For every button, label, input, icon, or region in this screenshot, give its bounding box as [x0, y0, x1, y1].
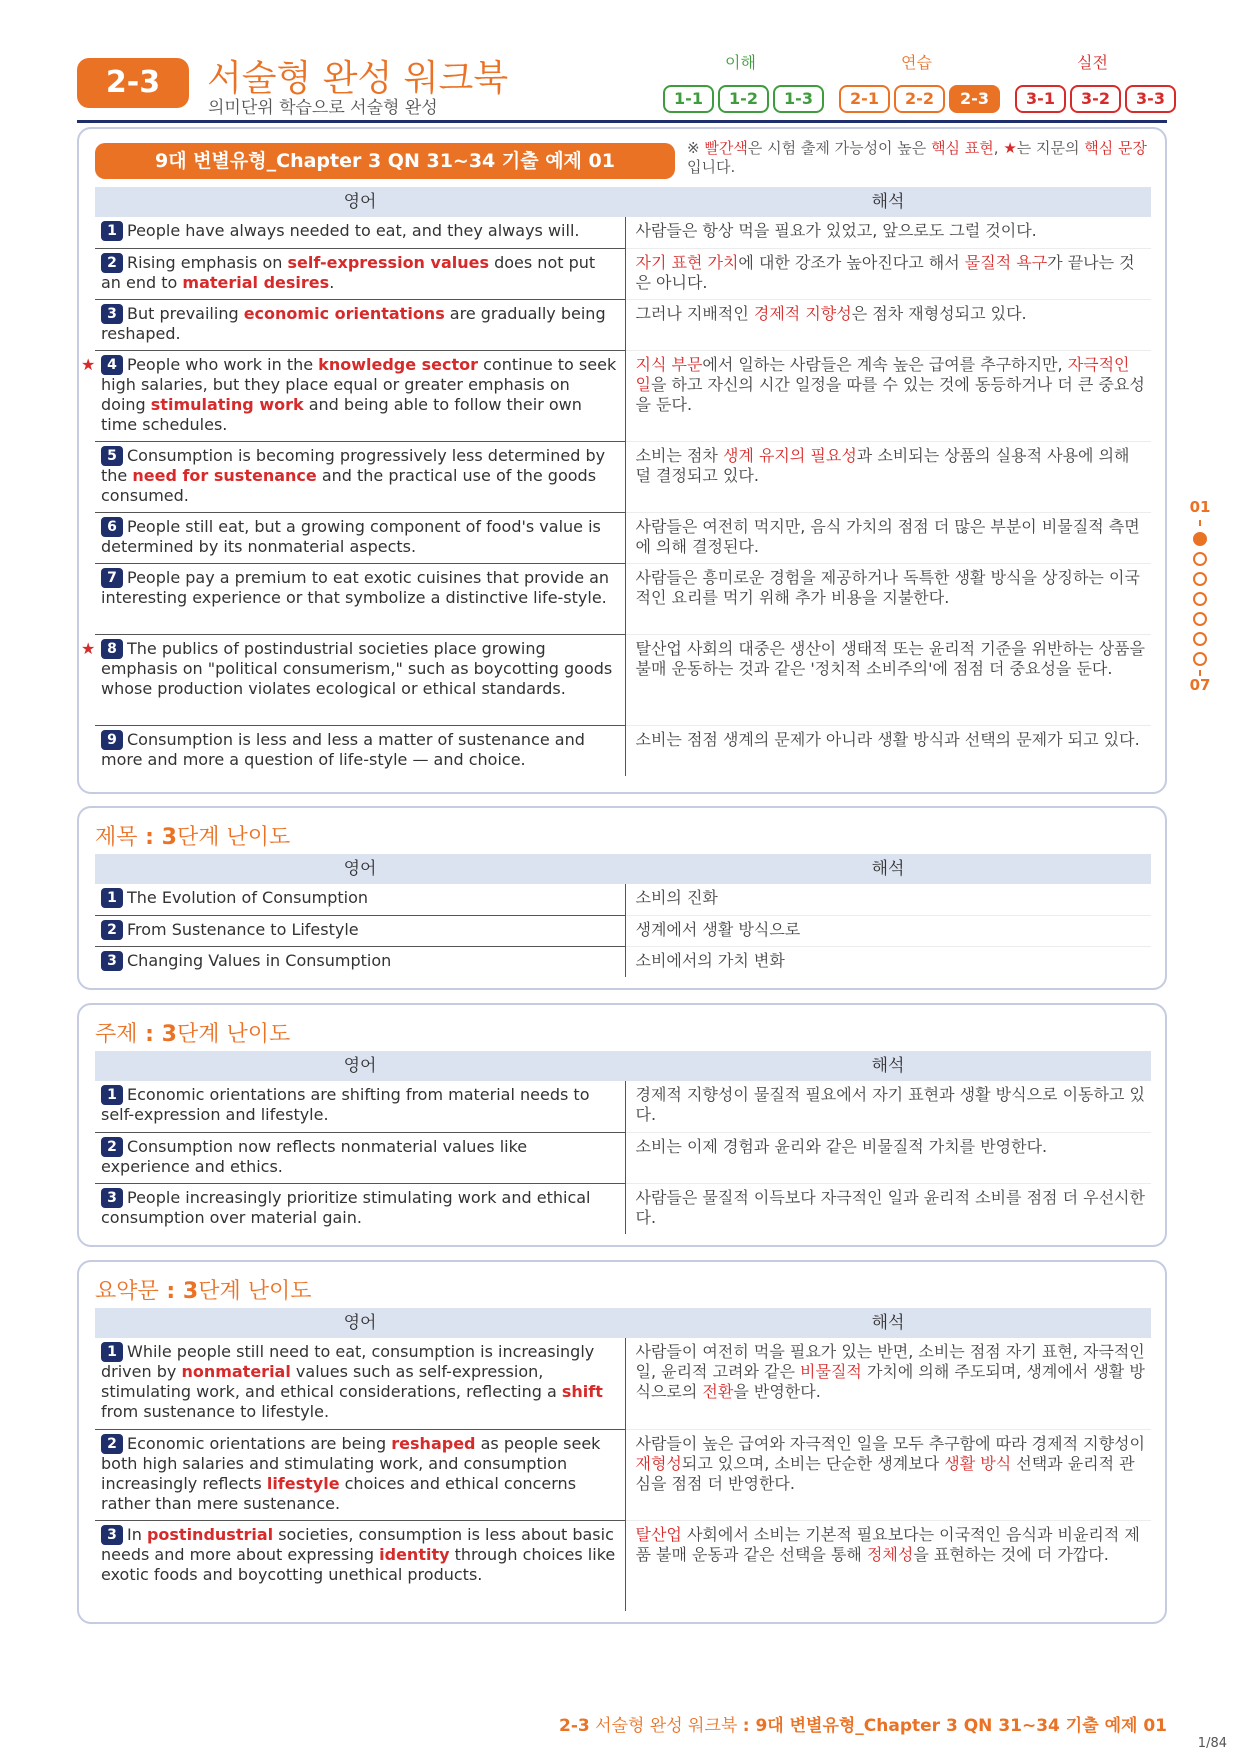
korean-theme: 소비는 이제 경험과 윤리와 같은 비물질적 가치를 반영한다. — [635, 1136, 1048, 1156]
row-number: 1 — [101, 221, 123, 241]
note-red-word: 빨간색 — [704, 139, 748, 157]
korean-text: 을 하고 자신의 시간 일정을 따를 수 있는 것에 동등하거나 더 큰 중요성을 둔다. — [635, 374, 1145, 414]
col-header-english: 영어 — [95, 1051, 625, 1081]
korean-translation: 사람들은 흥미로운 경험을 제공하거나 독특한 생활 방식을 상징하는 이국적인 요리를 먹기 위해 추가 비용을 지불한다. — [635, 567, 1140, 607]
step-group-label-real: 실전 — [1077, 53, 1108, 72]
keyword: nonmaterial — [181, 1362, 291, 1381]
table-row — [95, 299, 1151, 350]
keyword: economic orientations — [243, 303, 445, 323]
korean-title: 생계에서 생활 방식으로 — [635, 919, 801, 939]
row-number: 7 — [101, 568, 123, 588]
keyword: 비물질적 — [800, 1362, 862, 1381]
page-dot-icon[interactable] — [1193, 632, 1207, 646]
row-number: 5 — [101, 446, 123, 466]
page-dot-active-icon[interactable] — [1193, 532, 1207, 546]
korean-text: 에 대한 강조가 높아진다고 해서 — [738, 252, 965, 272]
korean-title: 소비에서의 가치 변화 — [635, 950, 785, 970]
row-number: 2 — [101, 1434, 123, 1454]
side-page-nav — [1183, 498, 1217, 694]
row-number: 8 — [101, 639, 123, 659]
footer-title: 서술형 완성 워크북 — [589, 1716, 743, 1736]
korean-text: 을 표현하는 것에 더 가깝다. — [913, 1544, 1109, 1564]
korean-translation: 사람들은 여전히 먹지만, 음식 가치의 점점 더 많은 부분이 비물질적 측면에 의해 결정된다. — [635, 516, 1140, 556]
english-title: The Evolution of Consumption — [127, 888, 369, 907]
note-text: 은 시험 출제 가능성이 높은 — [747, 139, 932, 157]
section-colon: : — [158, 1279, 183, 1304]
page-header — [77, 50, 1167, 125]
section-colon: : — [137, 1022, 162, 1047]
step-2-3-active[interactable]: 2-3 — [949, 85, 1000, 113]
korean-text: 은 점차 재형성되고 있다. — [851, 303, 1027, 323]
row-number: 1 — [101, 1085, 123, 1105]
difficulty-suffix: 단계 난이도 — [198, 1279, 312, 1304]
english-text: Consumption is becoming progressively less determined by the — [101, 445, 606, 485]
step-2-2[interactable]: 2-2 — [894, 85, 945, 113]
step-2-1[interactable]: 2-1 — [839, 85, 890, 113]
keyword: postindustrial — [146, 1524, 274, 1544]
note-text: 는 지문의 — [1016, 139, 1085, 157]
summary-table — [95, 1308, 1151, 1611]
english-sentence: People have always needed to eat, and they always will. — [127, 221, 580, 240]
korean-text: 가 끝나는 것은 아니다. — [635, 252, 1135, 292]
side-nav-rule — [1199, 520, 1201, 526]
keyword: 정체성 — [866, 1544, 914, 1564]
row-number: 3 — [101, 1188, 123, 1208]
english-theme: Economic orientations are shifting from material needs to self-expression and lifestyle. — [101, 1085, 590, 1124]
page-footer — [559, 1711, 1167, 1736]
row-number: 2 — [101, 253, 123, 273]
korean-text: 되고 있으며, 소비는 단순한 생계보다 — [681, 1453, 945, 1473]
step-3-1[interactable]: 3-1 — [1015, 85, 1066, 113]
english-text: are gradually being reshaped. — [101, 303, 606, 343]
keyword: lifestyle — [266, 1473, 340, 1493]
difficulty-suffix: 단계 난이도 — [176, 825, 291, 850]
footer-badge: 2-3 — [559, 1716, 590, 1736]
english-title: From Sustenance to Lifestyle — [127, 919, 359, 939]
table-row — [95, 1429, 1151, 1520]
keyword: 자극적인 일 — [635, 354, 1130, 394]
row-number: 4 — [101, 355, 123, 375]
footer-chapter: 9대 변별유형_Chapter 3 QN 31~34 기출 예제 01 — [755, 1716, 1167, 1736]
col-header-english: 영어 — [95, 1308, 625, 1338]
english-text: and the practical use of the goods consumed. — [101, 465, 597, 505]
table-row — [95, 1520, 1151, 1611]
english-text: But prevailing — [127, 303, 244, 323]
page-dot-icon[interactable] — [1193, 572, 1207, 586]
korean-text: 그러나 지배적인 — [635, 303, 754, 323]
row-number: 1 — [101, 888, 123, 908]
korean-theme: 경제적 지향성이 물질적 필요에서 자기 표현과 생활 방식으로 이동하고 있다. — [635, 1085, 1145, 1124]
english-text: as people seek both high salaries and stimulating work, and consumption increasingly reflects — [101, 1433, 601, 1493]
table-row — [95, 946, 1151, 977]
table-row — [95, 217, 1151, 248]
english-sentence: Consumption is less and less a matter of sustenance and more and more a question of life-style — and choice. — [101, 729, 585, 769]
chapter-table — [81, 187, 1151, 776]
korean-text: 을 반영한다. — [733, 1382, 821, 1401]
english-text: through choices like exotic foods and boycotting unethical products. — [101, 1544, 616, 1584]
section-label: 요약문 — [95, 1279, 159, 1304]
english-sentence: People still eat, but a growing component of food's value is determined by its nonmaterial aspects. — [101, 516, 601, 556]
english-text: choices and ethical concerns rather than mere sustenance. — [101, 1473, 577, 1513]
korean-text: 사람들이 높은 급여와 자극적인 일을 모두 추구함에 따라 경제적 지향성이 — [635, 1433, 1145, 1453]
difficulty-level: 3 — [161, 1022, 177, 1047]
row-number: 3 — [101, 304, 123, 324]
page-dot-icon[interactable] — [1193, 592, 1207, 606]
table-row — [95, 350, 1151, 441]
keyword: reshaped — [391, 1433, 476, 1453]
korean-text: 에서 일하는 사람들은 계속 높은 급여를 추구하지만, — [702, 354, 1068, 374]
note-text: 입니다. — [687, 158, 736, 176]
col-header-korean: 해석 — [625, 1051, 1151, 1081]
workbook-badge: 2-3 — [77, 58, 189, 108]
english-title: Changing Values in Consumption — [127, 950, 392, 970]
page-dot-icon[interactable] — [1193, 652, 1207, 666]
keyword: 전환 — [702, 1382, 734, 1401]
side-nav-start: 01 — [1189, 498, 1211, 516]
row-number: 9 — [101, 730, 123, 750]
table-row — [95, 441, 1151, 512]
header-divider — [77, 120, 1167, 123]
korean-translation: 소비는 점점 생계의 문제가 아니라 생활 방식과 선택의 문제가 되고 있다. — [635, 729, 1140, 749]
table-row — [95, 512, 1151, 563]
english-text: People who work in the — [127, 354, 319, 374]
keyword: knowledge sector — [318, 354, 479, 374]
note-prefix: ※ — [687, 139, 705, 157]
page-subtitle: 의미단위 학습으로 서술형 완성 — [208, 98, 438, 118]
korean-translation: 사람들은 항상 먹을 필요가 있었고, 앞으로도 그럴 것이다. — [635, 221, 1037, 240]
keyword: 경제적 지향성 — [753, 303, 852, 323]
section-label: 제목 — [95, 825, 138, 850]
english-sentence: The publics of postindustrial societies place growing emphasis on "political consumerism," such as boycotting goods whose production violates ecological or ethical standards. — [101, 638, 613, 698]
table-row — [95, 725, 1151, 776]
summary-card — [77, 1260, 1167, 1624]
korean-text: 소비는 점차 — [635, 445, 723, 465]
section-title — [95, 820, 290, 851]
english-text: societies, consumption is less about basic needs and more about expressing — [101, 1524, 614, 1564]
step-1-3[interactable]: 1-3 — [773, 85, 824, 113]
step-3-2[interactable]: 3-2 — [1070, 85, 1121, 113]
section-colon: : — [137, 825, 162, 850]
keyword: 탈산업 — [635, 1524, 682, 1544]
row-number: 3 — [101, 1525, 123, 1545]
col-header-korean: 해석 — [625, 1308, 1151, 1338]
english-text: does not put an end to — [101, 252, 596, 292]
english-text: and being able to follow their own time schedules. — [101, 394, 582, 434]
table-row — [95, 1183, 1151, 1234]
star-icon: ★ — [1003, 139, 1017, 157]
difficulty-level: 3 — [161, 825, 177, 850]
english-theme: Consumption now reflects nonmaterial values like experience and ethics. — [101, 1136, 528, 1176]
keyword: shift — [561, 1382, 603, 1401]
side-nav-end: 07 — [1189, 676, 1211, 694]
page-title: 서술형 완성 워크북 — [207, 58, 509, 99]
keyword: 재형성 — [635, 1453, 682, 1473]
keyword: 생계 유지의 필요성 — [722, 445, 857, 465]
section-title — [95, 1017, 290, 1048]
table-row — [95, 563, 1151, 634]
keyword: 지식 부문 — [635, 354, 703, 374]
korean-text: 선택과 윤리적 관심을 점점 더 반영한다. — [635, 1453, 1135, 1493]
step-3-3[interactable]: 3-3 — [1125, 85, 1176, 113]
keyword: 자기 표현 가치 — [635, 252, 739, 272]
theme-card — [77, 1003, 1167, 1247]
note-key-sentence: 핵심 문장 — [1084, 139, 1148, 157]
english-theme: People increasingly prioritize stimulating work and ethical consumption over material gain. — [101, 1187, 591, 1227]
keyword: self-expression values — [287, 252, 489, 272]
row-number: 3 — [101, 951, 123, 971]
col-header-english: 영어 — [95, 187, 625, 217]
english-text: continue to seek high salaries, but they place equal or greater emphasis on doing — [101, 354, 617, 414]
row-number: 1 — [101, 1342, 123, 1362]
legend-note — [687, 139, 1157, 177]
col-header-english: 영어 — [95, 854, 625, 884]
difficulty-level: 3 — [182, 1279, 199, 1304]
star-icon: ★ — [81, 638, 96, 658]
title-table — [95, 854, 1151, 977]
korean-text: 가치에 의해 주도되며, 생계에서 생활 방식으로의 — [635, 1362, 1145, 1401]
section-title — [95, 1274, 311, 1305]
step-1-2[interactable]: 1-2 — [718, 85, 769, 113]
korean-text: 사회에서 소비는 기본적 필요보다는 이국적인 음식과 비윤리적 제품 불매 운동과 같은 선택을 통해 — [635, 1524, 1140, 1564]
keyword: need for sustenance — [132, 465, 317, 485]
row-number: 2 — [101, 1137, 123, 1157]
page-number: 1/84 — [1197, 1736, 1227, 1751]
keyword: stimulating work — [150, 394, 304, 414]
col-header-korean: 해석 — [625, 187, 1151, 217]
english-text: Rising emphasis on — [127, 252, 288, 272]
keyword: 생활 방식 — [944, 1453, 1012, 1473]
korean-translation: 탈산업 사회의 대중은 생산이 생태적 또는 윤리적 기준을 위반하는 상품을 불매 운동하는 것과 같은 '정치적 소비주의'에 점점 더 중요성을 둔다. — [635, 638, 1145, 678]
table-row — [95, 1081, 1151, 1132]
note-text: , — [993, 139, 1004, 157]
step-group-label-practice: 연습 — [901, 53, 932, 72]
korean-text: 사람들이 여전히 먹을 필요가 있는 반면, 소비는 점점 자기 표현, 자극적인 일, 윤리적 고려와 같은 — [635, 1342, 1145, 1381]
keyword: 물질적 욕구 — [964, 252, 1048, 272]
table-row — [95, 1132, 1151, 1183]
table-row — [95, 915, 1151, 946]
english-text: from sustenance to lifestyle. — [101, 1402, 330, 1421]
col-header-korean: 해석 — [625, 854, 1151, 884]
english-text: Economic orientations are being — [127, 1433, 392, 1453]
english-text: In — [127, 1524, 147, 1544]
table-row — [95, 634, 1151, 725]
footer-colon: : — [742, 1716, 756, 1736]
title-card — [77, 806, 1167, 990]
korean-title: 소비의 진화 — [635, 888, 718, 907]
row-number: 6 — [101, 517, 123, 537]
theme-table — [95, 1051, 1151, 1234]
keyword: identity — [379, 1544, 450, 1564]
chapter-banner: 9대 변별유형_Chapter 3 QN 31~34 기출 예제 01 — [95, 143, 675, 179]
english-text: While people still need to eat, consumption is increasingly driven by — [101, 1342, 595, 1381]
english-text: . — [329, 272, 335, 292]
row-number: 2 — [101, 920, 123, 940]
table-row — [95, 1338, 1151, 1429]
section-label: 주제 — [95, 1022, 138, 1047]
table-row — [95, 248, 1151, 299]
korean-text: 과 소비되는 상품의 실용적 사용에 의해 덜 결정되고 있다. — [635, 445, 1130, 485]
english-sentence: People pay a premium to eat exotic cuisines that provide an interesting experience or that symbolize a distinctive life-style. — [101, 567, 610, 607]
keyword: material desires — [182, 272, 330, 292]
page-dot-icon[interactable] — [1193, 612, 1207, 626]
chapter-card — [77, 127, 1167, 794]
step-1-1[interactable]: 1-1 — [663, 85, 714, 113]
step-group-label-understand: 이해 — [725, 53, 756, 72]
table-row — [95, 884, 1151, 915]
page-dot-icon[interactable] — [1193, 552, 1207, 566]
english-text: values such as self-expression, stimulating work, and ethical considerations, reflecting a — [101, 1362, 562, 1401]
star-icon: ★ — [81, 354, 96, 374]
note-key-expr: 핵심 표현 — [931, 139, 994, 157]
difficulty-suffix: 단계 난이도 — [176, 1022, 291, 1047]
korean-theme: 사람들은 물질적 이득보다 자극적인 일과 윤리적 소비를 점점 더 우선시한다. — [635, 1187, 1145, 1227]
